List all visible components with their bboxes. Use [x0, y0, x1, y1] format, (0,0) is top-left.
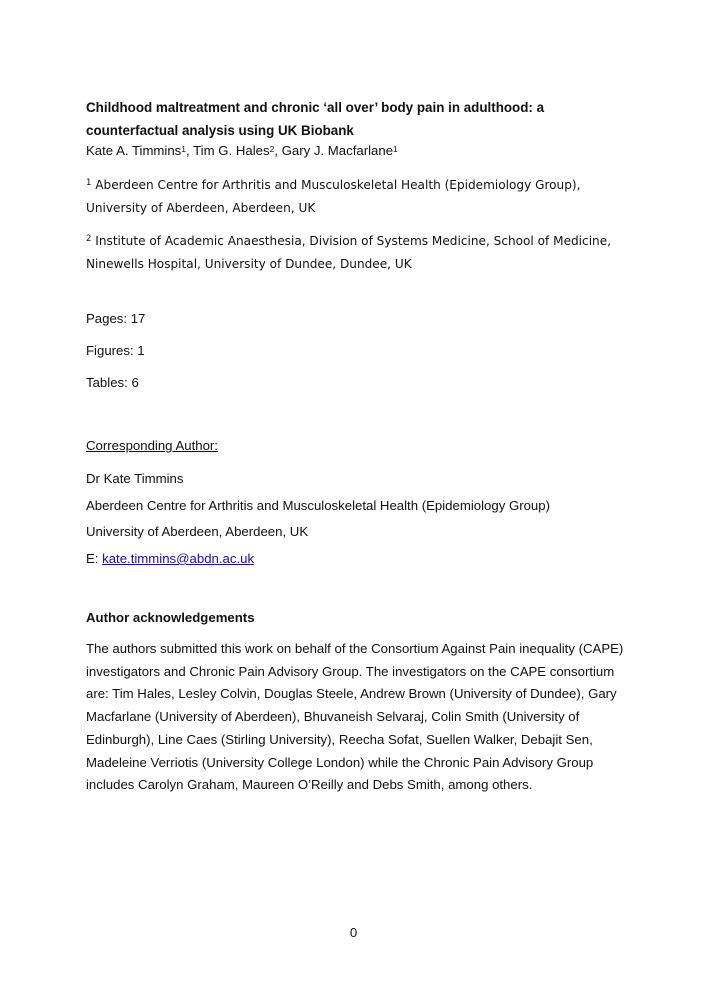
figure-count: Figures: 1 — [86, 343, 145, 358]
author-affiliation-marker: 1 — [393, 144, 398, 154]
author-name: Gary J. Macfarlane — [281, 143, 394, 158]
affiliation-marker: 1 — [86, 178, 92, 188]
corresponding-author-email-line — [86, 549, 254, 569]
author-list — [86, 140, 631, 163]
author-name: Tim G. Hales — [193, 143, 270, 158]
affiliation-2 — [86, 230, 631, 275]
corresponding-author-affiliation: Aberdeen Centre for Arthritis and Musculoskeletal Health (Epidemiology Group) — [86, 498, 550, 513]
affiliation-text: Aberdeen Centre for Arthritis and Musculoskeletal Health (Epidemiology Group), University of Aberdeen, Aberdeen, UK — [86, 178, 581, 215]
page-count: Pages: 17 — [86, 311, 146, 326]
corresponding-author-institution: University of Aberdeen, Aberdeen, UK — [86, 524, 309, 539]
author-name: Kate A. Timmins — [86, 143, 182, 158]
author-affiliation-marker: 1 — [181, 144, 187, 154]
paper-title: Childhood maltreatment and chronic ‘all over’ body pain in adulthood: a counterfactual analysis using UK Biobank — [86, 100, 545, 138]
email-prefix: E: — [86, 551, 103, 566]
affiliation-1 — [86, 174, 631, 219]
affiliation-text: Institute of Academic Anaesthesia, Division of Systems Medicine, School of Medicine, Ninewells Hospital, University of Dundee, Dundee, UK — [86, 234, 612, 271]
table-count: Tables: 6 — [86, 375, 139, 390]
acknowledgements-heading: Author acknowledgements — [86, 610, 255, 625]
affiliation-marker: 2 — [86, 234, 92, 244]
author-separator: , — [274, 143, 282, 158]
corresponding-author-heading: Corresponding Author: — [86, 438, 218, 453]
email-link[interactable]: kate.timmins@abdn.ac.uk — [102, 551, 255, 566]
author-separator: , — [186, 143, 194, 158]
acknowledgements-text: The authors submitted this work on behalf of the Consortium Against Pain inequality (CAPE) investigators and Chronic Pain Advisory Group. The investigators on the CAPE consortium are: Tim Hales, Lesley Colvin, Douglas Steele, Andrew Brown (University of Dundee), Gary Macfarlane (University of Aberdeen), Bhuvaneish Selvaraj, Colin Smith (University of Edinburgh), Line Caes (Stirling University), Reecha Sofat, Suellen Walker, Debajit Sen, Madeleine Verriotis (University College London) while the Chronic Pain Advisory Group includes Carolyn Graham, Maureen O’Reilly and Debs Smith, among others. — [86, 641, 624, 793]
author-affiliation-marker: 2 — [269, 144, 275, 154]
corresponding-author-name: Dr Kate Timmins — [86, 471, 184, 486]
page-number: 0 — [349, 925, 358, 940]
